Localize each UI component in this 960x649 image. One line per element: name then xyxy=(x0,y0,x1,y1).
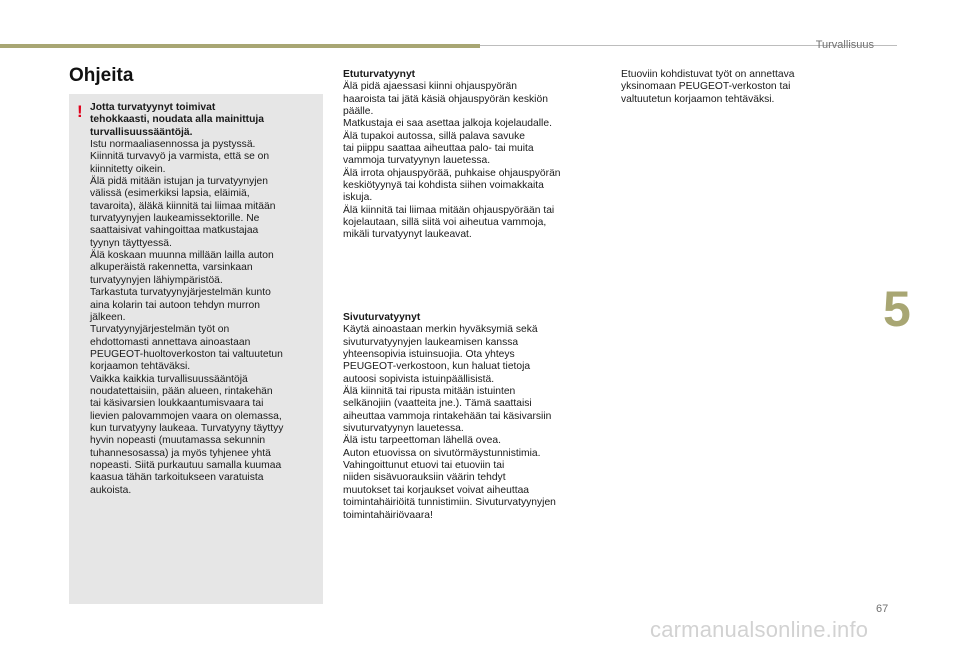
section-title: Turvallisuus xyxy=(815,39,874,51)
warning-box xyxy=(69,94,323,604)
exclamation-icon: ! xyxy=(77,102,83,121)
warning-heading: Jotta turvatyynyt toimivat tehokkaasti, noudata alla mainittuja turvallisuussääntöjä. xyxy=(90,102,264,138)
chapter-number: 5 xyxy=(883,281,911,337)
page-number: 67 xyxy=(876,603,889,615)
page-title: Ohjeita xyxy=(69,65,134,86)
side-airbags-heading: Sivuturvatyynyt xyxy=(343,312,421,323)
side-airbags-section: Sivuturvatyynyt Käytä ainoastaan merkin hyväksymiä sekä sivuturvatyynyjen laukeamisen kanssa yhteensopivia istuinsuojia. Ota yhteys PEUGEOT-verkostoon, kun haluat tietoja autoosi sopivista istuinpäällisistä. Älä kiinnitä tai ripusta mitään istuinten selkänojiin (vaatteita jne.). Tämä saattaisi aiheuttaa vammoja rintakehään tai käsivarsiin sivuturvatyynyn lauetessa. Älä istu tarpeettoman lähellä ovea. Auton etuovissa on sivutörmäystunnistimia. Vahingoittunut etuovi tai etuoviin tai niiden sisävuorauksiin väärin tehdyt muutokset tai korjaukset voivat aiheuttaa toimintahäiriöitä tunnistimiin. Sivuturvatyynyjen toimintahäiriövaara! xyxy=(343,312,605,522)
warning-text xyxy=(90,102,322,497)
front-airbags-section: Etuturvatyynyt Älä pidä ajaessasi kiinni ohjauspyörän haaroista tai jätä käsiä ohjauspyörän keskiön päälle. Matkustaja ei saa asettaa jalkoja kojelaudalle. Älä tupakoi autossa, sillä palava savuke tai piippu saattaa aiheuttaa palo- tai muita vammoja turvatyynyn lauetessa. Älä irrota ohjauspyörää, puhkaise ohjauspyörän keskiötyynyä tai kohdista siihen voimakkaita iskuja. Älä kiinnitä tai liimaa mitään ohjauspyörään tai kojelautaan, sillä siitä voi aiheutua vammoja, mikäli turvatyynyt laukeavat. xyxy=(343,69,605,242)
front-airbags-heading: Etuturvatyynyt xyxy=(343,69,416,80)
warning-body: Istu normaaliasennossa ja pystyssä. Kiinnitä turvavyö ja varmista, että se on kiinnitetty oikein. Älä pidä mitään istujan ja turvatyynyjen välissä (esimerkiksi lapsia, eläimiä, tavaroita), äläkä kiinnitä tai liimaa mitään turvatyynyjen laukeamissektorille. Ne saattaisivat vahingoittaa matkustajaa tyynyn täyttyessä. Älä koskaan muunna millään lailla auton alkuperäistä rakennetta, varsinkaan turvatyynyjen lähiympäristöä. Tarkastuta turvatyynyjärjestelmän kunto aina kolarin tai autoon tehdyn murron jälkeen. Turvatyynyjärjestelmän työt on ehdottomasti annettava ainoastaan PEUGEOT-huoltoverkoston tai valtuutetun korjaamon tehtäväksi. Vaikka kaikkia turvallisuussääntöjä noudatettaisiin, pään alueen, rintakehän tai käsivarsien loukkaantumisvaara tai lievien palovammojen vaara on olemassa, kun turvatyyny laukeaa. Turvatyyny täyttyy hyvin nopeasti (muutamassa sekunnin tuhannesosassa) ja myös tyhjenee yhtä nopeasti. Siitä purkautuu samalla kuumaa kaasua tähän tarkoitukseen varatuista aukoista. xyxy=(90,139,284,496)
header-accent-bar xyxy=(0,44,480,48)
door-note-section: Etuoviin kohdistuvat työt on annettava yksinomaan PEUGEOT-verkoston tai valtuutetun korjaamon tehtäväksi. xyxy=(621,69,795,105)
watermark: carmanualsonline.info xyxy=(650,617,869,642)
